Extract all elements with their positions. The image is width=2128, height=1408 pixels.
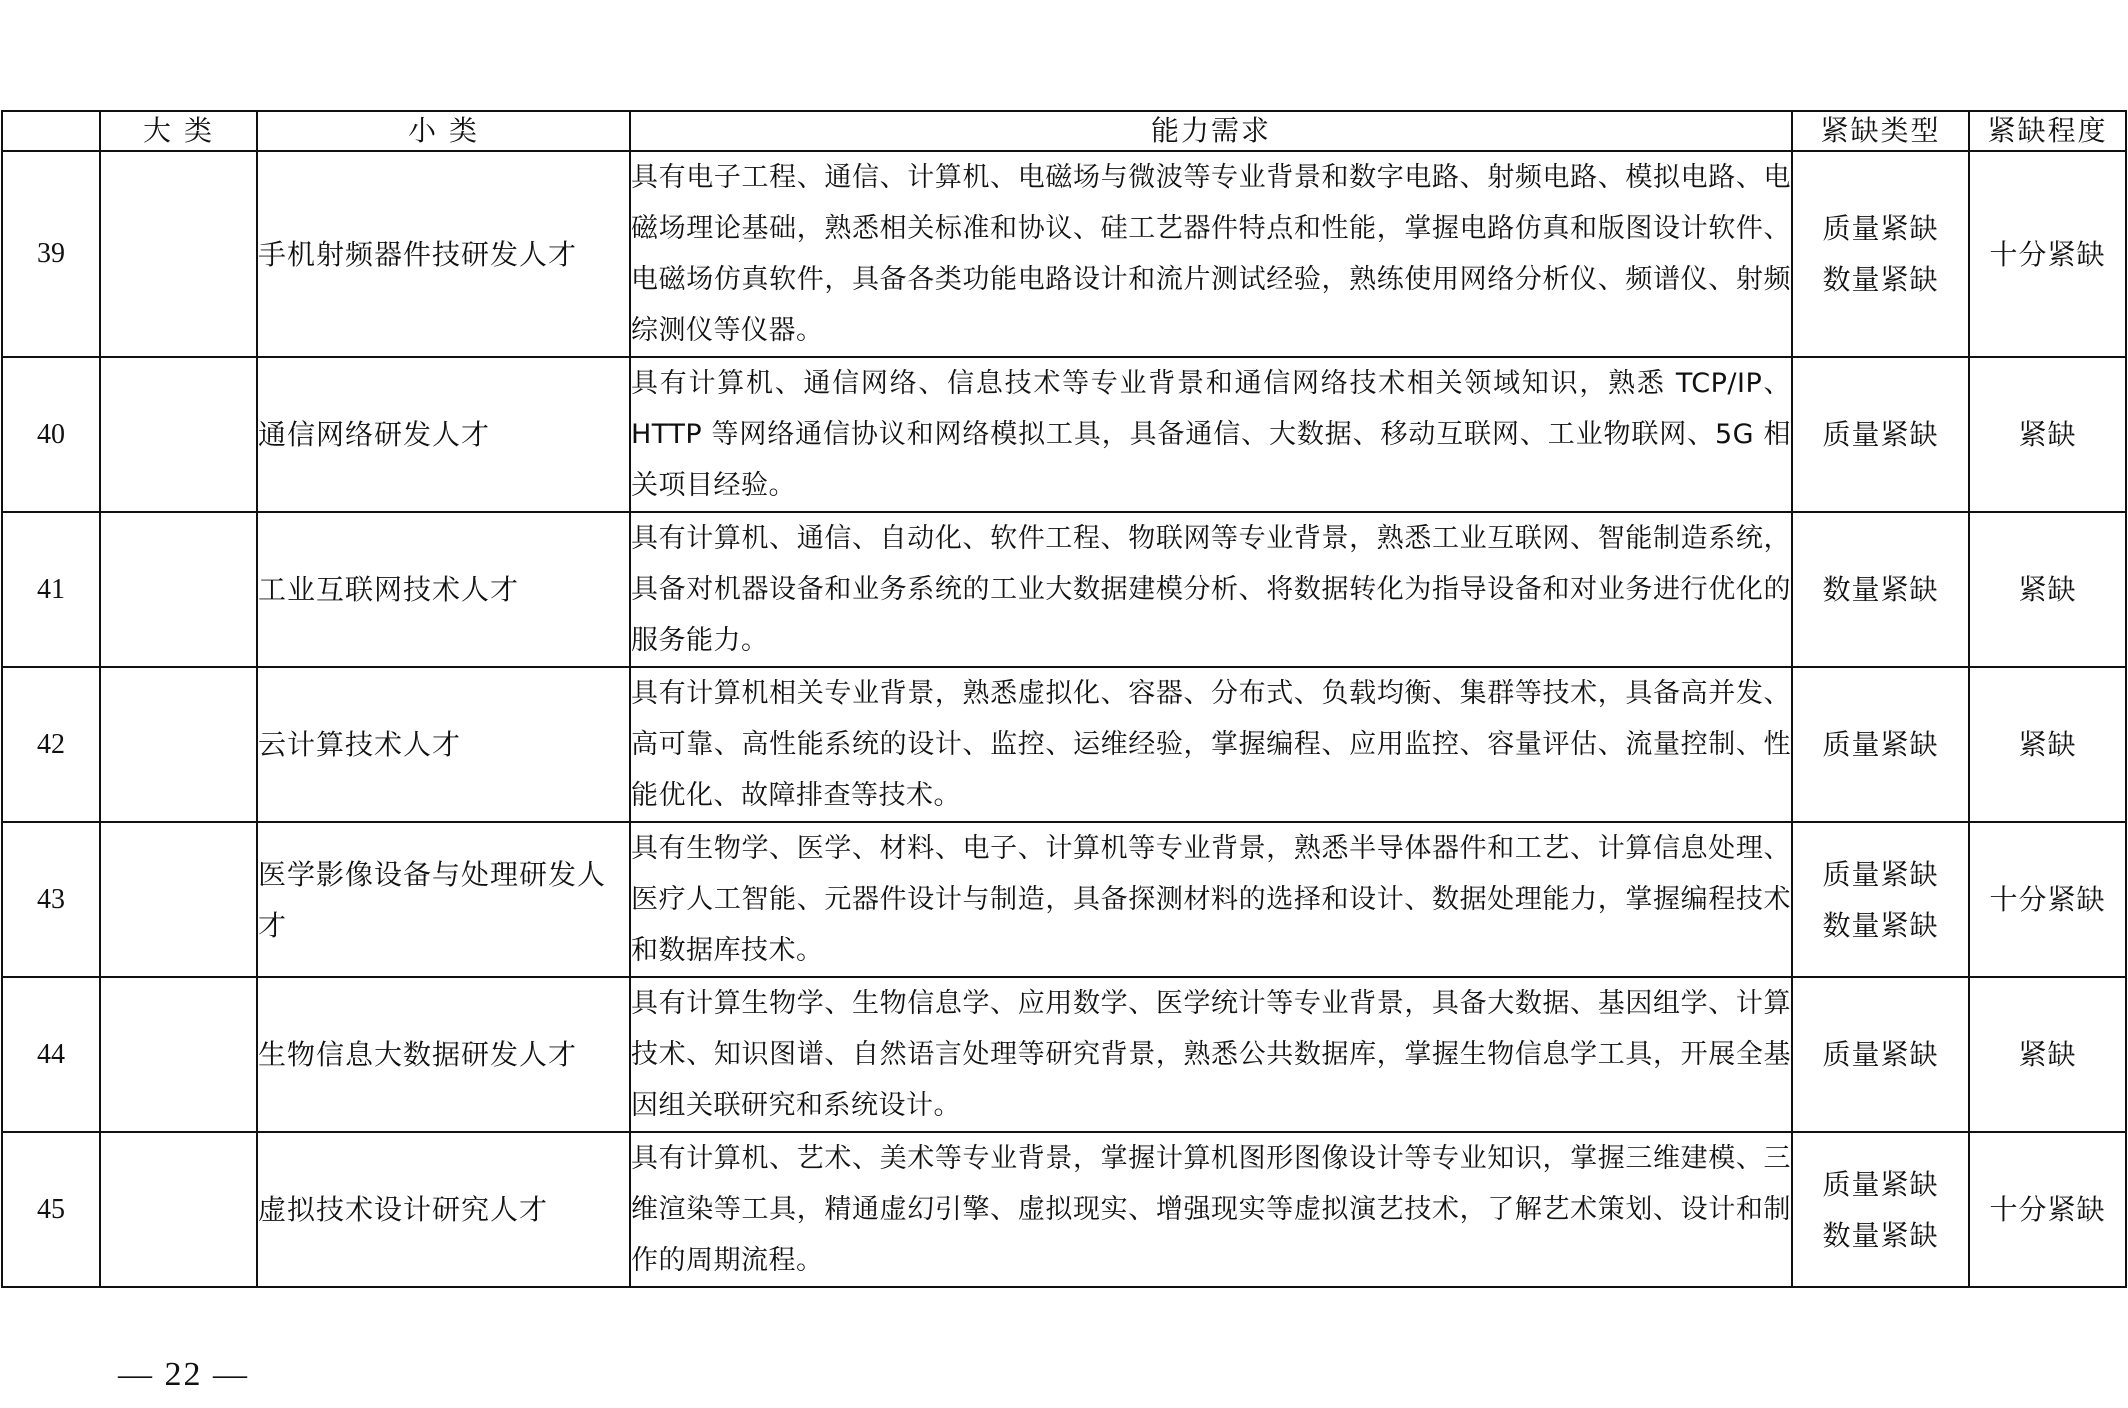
shortage-type-line: 质量紧缺 [1822, 1167, 1939, 1201]
ability-requirement-cell: 具有生物学、医学、材料、电子、计算机等专业背景，熟悉半导体器件和工艺、计算信息处理、医疗人工智能、元器件设计与制造，具备探测材料的选择和设计、数据处理能力，掌握编程技术和数据库技术。 [630, 822, 1792, 977]
row-index: 41 [2, 512, 100, 667]
header-minor-category: 小 类 [257, 111, 630, 151]
shortage-type-cell [1792, 512, 1969, 667]
ability-requirement-cell: 具有计算机、艺术、美术等专业背景，掌握计算机图形图像设计等专业知识，掌握三维建模、三维渲染等工具，精通虚幻引擎、虚拟现实、增强现实等虚拟演艺技术，了解艺术策划、设计和制作的周期流程。 [630, 1132, 1792, 1287]
minor-category-cell: 生物信息大数据研发人才 [257, 977, 630, 1132]
shortage-degree-cell: 紧缺 [1969, 667, 2126, 822]
shortage-type-line: 数量紧缺 [1822, 573, 1939, 606]
row-index: 45 [2, 1132, 100, 1287]
shortage-type-cell [1792, 667, 1969, 822]
shortage-type-line: 数量紧缺 [1822, 263, 1939, 296]
ability-requirement-cell: 具有计算机、通信、自动化、软件工程、物联网等专业背景，熟悉工业互联网、智能制造系统，具备对机器设备和业务系统的工业大数据建模分析、将数据转化为指导设备和对业务进行优化的服务能力。 [630, 512, 1792, 667]
ability-requirement-cell: 具有电子工程、通信、计算机、电磁场与微波等专业背景和数字电路、射频电路、模拟电路、电磁场理论基础，熟悉相关标准和协议、硅工艺器件特点和性能，掌握电路仿真和版图设计软件、电磁场仿真软件，具备各类功能电路设计和流片测试经验，熟练使用网络分析仪、频谱仪、射频综测仪等仪器。 [630, 151, 1792, 357]
table-row [2, 357, 2126, 512]
major-category-cell [100, 667, 257, 822]
major-category-cell [100, 977, 257, 1132]
table-row [2, 151, 2126, 357]
major-category-cell [100, 1132, 257, 1287]
shortage-type-line: 质量紧缺 [1822, 212, 1939, 245]
table-header-row [2, 111, 2126, 151]
minor-category-cell: 虚拟技术设计研究人才 [257, 1132, 630, 1287]
minor-category-cell: 通信网络研发人才 [257, 357, 630, 512]
minor-category-cell: 云计算技术人才 [257, 667, 630, 822]
shortage-type-line: 质量紧缺 [1822, 728, 1939, 761]
ability-requirement-cell: 具有计算机相关专业背景，熟悉虚拟化、容器、分布式、负载均衡、集群等技术，具备高并发、高可靠、高性能系统的设计、监控、运维经验，掌握编程、应用监控、容量评估、流量控制、性能优化、故障排查等技术。 [630, 667, 1792, 822]
shortage-type-line: 质量紧缺 [1822, 418, 1939, 451]
shortage-type-line: 数量紧缺 [1822, 908, 1939, 942]
row-index: 40 [2, 357, 100, 512]
major-category-cell [100, 357, 257, 512]
table-row [2, 512, 2126, 667]
row-index: 43 [2, 822, 100, 977]
table-row [2, 822, 2126, 977]
minor-category-cell: 医学影像设备与处理研发人才 [257, 822, 630, 977]
header-shortage-type: 紧缺类型 [1792, 111, 1969, 151]
major-category-cell [100, 151, 257, 357]
shortage-type-cell [1792, 822, 1969, 977]
header-shortage-degree: 紧缺程度 [1969, 111, 2126, 151]
shortage-type-cell [1792, 151, 1969, 357]
minor-category-cell: 手机射频器件技研发人才 [257, 151, 630, 357]
shortage-degree-cell: 十分紧缺 [1969, 1132, 2126, 1287]
header-index [2, 111, 100, 151]
major-category-cell [100, 822, 257, 977]
shortage-type-line: 数量紧缺 [1822, 1218, 1939, 1252]
talent-shortage-table [1, 110, 2127, 1288]
ability-requirement-cell: 具有计算机、通信网络、信息技术等专业背景和通信网络技术相关领域知识，熟悉 TCP/IP、HTTP 等网络通信协议和网络模拟工具，具备通信、大数据、移动互联网、工业物联网、5G 相关项目经验。 [630, 357, 1792, 512]
shortage-degree-cell: 紧缺 [1969, 512, 2126, 667]
shortage-type-line: 质量紧缺 [1822, 857, 1939, 891]
row-index: 44 [2, 977, 100, 1132]
major-category-cell [100, 512, 257, 667]
header-ability-requirement: 能力需求 [630, 111, 1792, 151]
shortage-type-cell [1792, 977, 1969, 1132]
page-number: — 22 — [118, 1356, 249, 1393]
minor-category-cell: 工业互联网技术人才 [257, 512, 630, 667]
row-index: 39 [2, 151, 100, 357]
shortage-type-cell [1792, 357, 1969, 512]
table-row [2, 667, 2126, 822]
ability-requirement-cell: 具有计算生物学、生物信息学、应用数学、医学统计等专业背景，具备大数据、基因组学、计算技术、知识图谱、自然语言处理等研究背景，熟悉公共数据库，掌握生物信息学工具，开展全基因组关联研究和系统设计。 [630, 977, 1792, 1132]
shortage-degree-cell: 十分紧缺 [1969, 822, 2126, 977]
shortage-type-line: 质量紧缺 [1822, 1038, 1939, 1071]
table-row [2, 1132, 2126, 1287]
table-row [2, 977, 2126, 1132]
shortage-degree-cell: 紧缺 [1969, 977, 2126, 1132]
shortage-degree-cell: 十分紧缺 [1969, 151, 2126, 357]
header-major-category: 大 类 [100, 111, 257, 151]
shortage-degree-cell: 紧缺 [1969, 357, 2126, 512]
row-index: 42 [2, 667, 100, 822]
shortage-type-cell [1792, 1132, 1969, 1287]
